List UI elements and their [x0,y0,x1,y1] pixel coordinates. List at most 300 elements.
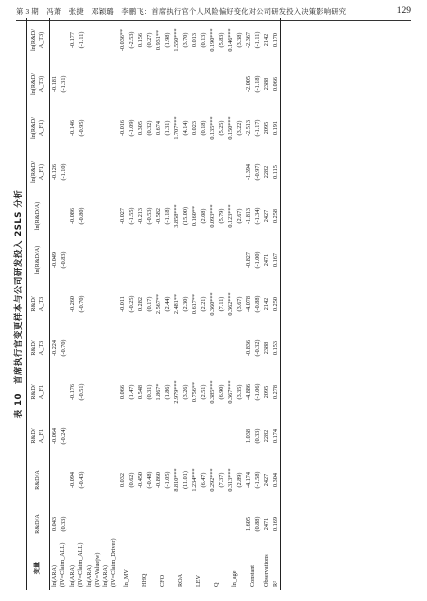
t-stat-cell [145,150,154,194]
header-variable: 变量 [27,546,50,590]
coefficient-cell: -0.036** [119,28,126,52]
t-stat-cell [102,106,118,150]
t-stat-cell [163,502,172,546]
t-stat-cell [77,150,86,194]
variable-name: ln_age [231,570,238,587]
t-stat-cell: (2.51) [200,384,207,400]
coefficient-cell: -0.450 [137,472,144,488]
coefficient-cell: 0.123*** [227,204,234,228]
coefficient-cell [154,62,163,106]
t-stat-cell: (-1.18) [164,207,171,225]
coefficient-cell: 0.167 [271,238,281,282]
t-stat-cell: (11.01) [182,471,189,489]
coefficient-cell: -1.394 [245,164,252,180]
t-stat-cell [77,62,86,106]
coefficient-cell [154,414,163,458]
t-stat-cell [199,238,208,282]
t-stat-cell: (2.44) [164,296,171,312]
coefficient-cell: 0.150*** [227,116,234,140]
t-stat-cell [181,150,190,194]
table-row [208,18,217,590]
variable-name: HHQ [141,573,148,587]
coefficient-cell [50,106,60,150]
header-dependent-var: R&D/ A_T3 [27,282,50,326]
t-stat-cell: (0.88) [254,516,261,532]
coefficient-cell [50,282,60,326]
t-stat-cell: (5.25) [218,120,225,136]
t-stat-cell [77,502,86,546]
coefficient-cell: 1.867* [155,383,162,401]
coefficient-cell: 0.385*** [209,380,216,404]
tstat-row [77,18,86,590]
coefficient-cell: 2.979*** [173,380,180,404]
coefficient-cell [190,62,199,106]
t-stat-cell: (0.32) [146,120,153,136]
coefficient-cell [68,62,77,106]
coefficient-cell: 0.674 [155,121,162,135]
t-stat-cell: (7.11) [218,296,225,312]
table-title: 表 10 首席执行官变更样本与公司研发投入 2SLS 分析 [14,189,24,419]
t-stat-cell: (-0.70) [60,339,67,357]
t-stat-cell [102,62,118,106]
variable-name: ln_MV [123,569,130,587]
coefficient-cell: -0.224 [51,340,58,356]
t-stat-cell [86,238,102,282]
t-stat-cell [86,370,102,414]
coefficient-cell [208,414,217,458]
coefficient-cell: -4.078 [245,296,252,312]
coefficient-cell: -0.181 [51,76,58,92]
coefficient-cell [136,150,145,194]
t-stat-cell [59,106,68,150]
t-stat-cell: (5.83) [218,32,225,48]
t-stat-cell [199,326,208,370]
coefficient-cell: 0.278 [271,370,281,414]
coefficient-cell [190,502,199,546]
coefficient-cell [68,238,77,282]
t-stat-cell: (5.79) [218,208,225,224]
coefficient-cell [172,62,181,106]
t-stat-cell [163,62,172,106]
coefficient-cell [136,414,145,458]
t-stat-cell [102,238,118,282]
coefficient-cell [226,502,235,546]
t-stat-cell: (3.26) [182,384,189,400]
header-dependent-var: R&D/ A_F1 [27,370,50,414]
coefficient-cell: 0.258 [271,194,281,238]
coefficient-cell: -0.582 [155,208,162,224]
t-stat-cell: (3.22) [236,120,243,136]
coefficient-cell: 0.282 [137,297,144,311]
coefficient-cell: 2282 [263,429,270,443]
t-stat-cell: (-0.88) [254,295,261,313]
coefficient-cell: -0.860 [155,472,162,488]
t-stat-cell [77,326,86,370]
coefficient-cell [118,62,127,106]
coefficient-cell: 2.481** [173,293,180,315]
header-dependent-var: R&D/A [27,458,50,502]
t-stat-cell [102,18,118,62]
t-stat-cell: (-1.09) [128,119,135,137]
t-stat-cell [102,326,118,370]
t-stat-cell: (0.31) [146,384,153,400]
t-stat-cell: (1.47) [128,384,135,400]
t-stat-cell: (-0.95) [78,119,85,137]
coefficient-cell: 2282 [263,165,270,179]
coefficient-cell [154,502,163,546]
coefficient-cell: -0.177 [69,32,76,48]
coefficient-cell: 2.567** [155,293,162,315]
tstat-row [235,18,244,590]
coefficient-cell [172,238,181,282]
coefficient-cell: 2142 [263,297,270,311]
coefficient-cell: 2142 [263,33,270,47]
coefficient-cell: 0.156 [137,33,144,47]
t-stat-cell [217,238,226,282]
header-dependent-var: R&D/ A_F1 [27,414,50,458]
t-stat-cell [217,326,226,370]
t-stat-cell: (-1.11) [254,31,261,49]
coefficient-cell: -4.886 [245,384,252,400]
coefficient-cell [172,502,181,546]
coefficient-cell: 0.305 [137,121,144,135]
variable-name: ln(ARA)(IV=Valuejw) [86,552,101,587]
t-stat-cell: (6.47) [200,472,207,488]
variable-name: Q [213,582,220,587]
variable-name: R² [271,546,281,590]
t-stat-cell [102,150,118,194]
coefficient-cell: 3.858*** [173,204,180,228]
t-stat-cell [199,414,208,458]
t-stat-cell: (4.14) [182,120,189,136]
t-stat-cell: (-1.58) [254,471,261,489]
coefficient-cell [68,150,77,194]
t-stat-cell [235,414,244,458]
regression-table [26,18,281,590]
t-stat-cell: (3.35) [236,384,243,400]
coefficient-cell: 0.360*** [209,292,216,316]
coefficient-cell: 0.023 [191,121,198,135]
variable-name: ln(ARA)(IV=Claim_ALL) [51,542,66,587]
coefficient-cell: 0.292*** [209,468,216,492]
coefficient-cell [208,502,217,546]
coefficient-cell: 0.250 [271,282,281,326]
coefficient-cell: 1.038 [245,429,252,443]
coefficient-cell: -0.064 [51,428,58,444]
table-row [136,18,145,590]
t-stat-cell [102,458,118,502]
t-stat-cell [145,238,154,282]
coefficient-cell [118,150,127,194]
variable-name: ROA [177,573,184,587]
t-stat-cell [217,62,226,106]
t-stat-cell: (-1.34) [254,207,261,225]
t-stat-cell: (-0.25) [128,295,135,313]
t-stat-cell: (1.98) [164,32,171,48]
coefficient-cell: -2.367 [245,32,252,48]
t-stat-cell [86,18,102,62]
t-stat-cell: (3.38) [236,32,243,48]
coefficient-cell [226,414,235,458]
coefficient-cell [136,326,145,370]
coefficient-cell: -0.049 [51,252,58,268]
coefficient-cell [208,62,217,106]
t-stat-cell [86,150,102,194]
coefficient-cell: 1.605 [245,517,252,531]
coefficient-cell: -4.174 [245,472,252,488]
t-stat-cell: (-0.83) [60,251,67,269]
coefficient-cell [68,502,77,546]
t-stat-cell: (0.33) [60,516,67,532]
coefficient-cell: 0.160** [191,205,198,227]
running-header-text: 第 3 期 冯萧 张捷 邓颖璐 李鹏飞：首席执行官个人风险偏好变化对公司研发投入决策影响研究 [16,7,347,16]
t-stat-cell: (2.89) [236,472,243,488]
coefficient-cell [208,150,217,194]
t-stat-cell [235,238,244,282]
coefficient-cell: -0.176 [69,384,76,400]
t-stat-cell: (0.27) [146,32,153,48]
coefficient-cell: 0.066 [119,385,126,399]
coefficient-cell: -0.027 [119,208,126,224]
coefficient-cell: 0.135*** [209,116,216,140]
coefficient-cell: -2.005 [245,76,252,92]
header-dependent-var: ln(R&D/ A_T3) [27,18,50,62]
coefficient-cell: 0.931** [155,29,162,51]
coefficient-cell: 2427 [263,209,270,223]
coefficient-cell: 0.153 [271,326,281,370]
t-stat-cell: (-1.31) [60,75,67,93]
coefficient-cell [172,326,181,370]
t-stat-cell: (-0.24) [60,427,67,445]
t-stat-cell: (6.90) [218,384,225,400]
t-stat-cell [163,238,172,282]
coefficient-cell: 1.550*** [173,28,180,52]
coefficient-cell: -0.126 [51,164,58,180]
coefficient-cell: 1.234*** [191,468,198,492]
variable-name: ln(ARA)(IV=Claim_Driver) [102,538,117,587]
t-stat-cell [235,62,244,106]
t-stat-cell: (2.08) [200,208,207,224]
t-stat-cell [199,502,208,546]
coefficient-cell [68,414,77,458]
t-stat-cell [102,194,118,238]
t-stat-cell [77,414,86,458]
coefficient-cell: 0.304 [271,458,281,502]
coefficient-cell: 0.313*** [227,468,234,492]
t-stat-cell [199,62,208,106]
t-stat-cell [163,150,172,194]
coefficient-cell: 0.043 [51,517,58,531]
table-row [271,18,281,590]
t-stat-cell [235,150,244,194]
coefficient-cell: 0.115 [271,150,281,194]
coefficient-cell: 0.013 [191,33,198,47]
t-stat-cell [127,414,136,458]
tstat-row [59,18,68,590]
coefficient-cell: -1.813 [245,208,252,224]
t-stat-cell: (-0.80) [78,207,85,225]
header-dependent-var: ln(R&D/ A_T3) [27,62,50,106]
variable-name: LEV [195,574,202,587]
coefficient-cell: 2471 [263,253,270,267]
t-stat-cell: (7.37) [218,472,225,488]
t-stat-cell [217,150,226,194]
t-stat-cell [59,370,68,414]
header-dependent-var: ln(R&D/ A_F1) [27,150,50,194]
table-row [262,18,271,590]
coefficient-cell: 2471 [263,517,270,531]
rotated-table-region [12,18,416,590]
t-stat-cell [181,326,190,370]
t-stat-cell: (-1.55) [128,207,135,225]
page-number: 129 [396,6,411,16]
coefficient-cell: 8.810*** [173,468,180,492]
t-stat-cell [145,326,154,370]
coefficient-cell [118,414,127,458]
coefficient-cell [172,150,181,194]
coefficient-cell: 2095 [263,121,270,135]
coefficient-cell [226,150,235,194]
t-stat-cell: (-1.18) [254,75,261,93]
coefficient-cell [208,326,217,370]
coefficient-cell [208,238,217,282]
t-stat-cell: (0.13) [200,32,207,48]
t-stat-cell: (-1.06) [254,383,261,401]
header-dependent-var: ln(R&D/ A_F1) [27,106,50,150]
tstat-row [127,18,136,590]
t-stat-cell: (2.30) [182,296,189,312]
t-stat-cell [235,326,244,370]
t-stat-cell: (-1.10) [60,163,67,181]
coefficient-cell: 0.548 [137,385,144,399]
t-stat-cell [102,414,118,458]
t-stat-cell [102,282,118,326]
t-stat-cell: (3.67) [236,296,243,312]
t-stat-cell [59,282,68,326]
header-dependent-var: ln(R&D/A) [27,238,50,282]
t-stat-cell [181,238,190,282]
tstat-row [217,18,226,590]
t-stat-cell: (-2.53) [128,31,135,49]
t-stat-cell [127,238,136,282]
coefficient-cell: 0.093*** [209,204,216,228]
coefficient-cell: 0.756** [191,381,198,403]
table-header-row [27,18,50,590]
variable-name: CFO [159,574,166,587]
coefficient-cell [136,62,145,106]
t-stat-cell [77,238,86,282]
coefficient-cell [50,194,60,238]
t-stat-cell [217,414,226,458]
tstat-row [86,18,102,590]
t-stat-cell [127,62,136,106]
t-stat-cell [86,282,102,326]
coefficient-cell [118,238,127,282]
t-stat-cell [59,458,68,502]
t-stat-cell: (-0.53) [146,207,153,225]
t-stat-cell [181,414,190,458]
coefficient-cell: 2388 [263,77,270,91]
coefficient-cell: -0.827 [245,252,252,268]
t-stat-cell [127,150,136,194]
coefficient-cell: -0.836 [245,340,252,356]
t-stat-cell: (-0.32) [254,339,261,357]
t-stat-cell: (15.00) [182,206,189,226]
coefficient-cell: 0.367*** [227,380,234,404]
t-stat-cell: (2.67) [236,208,243,224]
coefficient-cell [190,414,199,458]
t-stat-cell: (0.18) [200,120,207,136]
coefficient-cell: 0.066 [271,62,281,106]
coefficient-cell: -0.146 [69,120,76,136]
coefficient-cell: 0.617** [191,293,198,315]
coefficient-cell [190,326,199,370]
coefficient-cell [50,458,60,502]
tstat-row [102,18,118,590]
coefficient-cell: 0.032 [119,473,126,487]
t-stat-cell [59,194,68,238]
t-stat-cell [181,62,190,106]
coefficient-cell: 1.707*** [173,116,180,140]
t-stat-cell [86,62,102,106]
header-dependent-var: ln(R&D/A) [27,194,50,238]
coefficient-cell [50,370,60,414]
t-stat-cell [86,106,102,150]
table-row [172,18,181,590]
coefficient-cell: -0.016 [119,120,126,136]
coefficient-cell [154,238,163,282]
t-stat-cell [163,326,172,370]
table-row [154,18,163,590]
t-stat-cell: (-1.11) [78,31,85,49]
header-dependent-var: R&D/ A_T3 [27,326,50,370]
table-row [68,18,77,590]
coefficient-cell [190,150,199,194]
header-dependent-var: R&D/A [27,502,50,546]
coefficient-cell: -2.513 [245,120,252,136]
t-stat-cell: (-1.00) [254,251,261,269]
variable-name: Constant [249,564,256,587]
t-stat-cell [86,502,102,546]
coefficient-cell [68,326,77,370]
t-stat-cell: (-0.70) [78,295,85,313]
t-stat-cell [145,502,154,546]
t-stat-cell [86,326,102,370]
coefficient-cell: 2095 [263,385,270,399]
table-row [50,18,60,590]
coefficient-cell: 0.362*** [227,292,234,316]
tstat-row [163,18,172,590]
t-stat-cell: (-0.97) [254,163,261,181]
coefficient-cell [226,62,235,106]
t-stat-cell [235,502,244,546]
coefficient-cell: -0.086 [69,208,76,224]
t-stat-cell: (0.33) [254,428,261,444]
variable-name: Observations [262,554,270,587]
t-stat-cell: (1.31) [164,120,171,136]
coefficient-cell: 0.146*** [227,28,234,52]
coefficient-cell: 0.174 [271,414,281,458]
t-stat-cell: (-0.51) [78,383,85,401]
t-stat-cell: (-1.17) [254,119,261,137]
t-stat-cell [217,502,226,546]
coefficient-cell: -0.011 [119,296,126,312]
t-stat-cell: (0.62) [128,472,135,488]
tstat-row [181,18,190,590]
tstat-row [199,18,208,590]
t-stat-cell [163,414,172,458]
coefficient-cell: 0.170 [271,18,281,62]
